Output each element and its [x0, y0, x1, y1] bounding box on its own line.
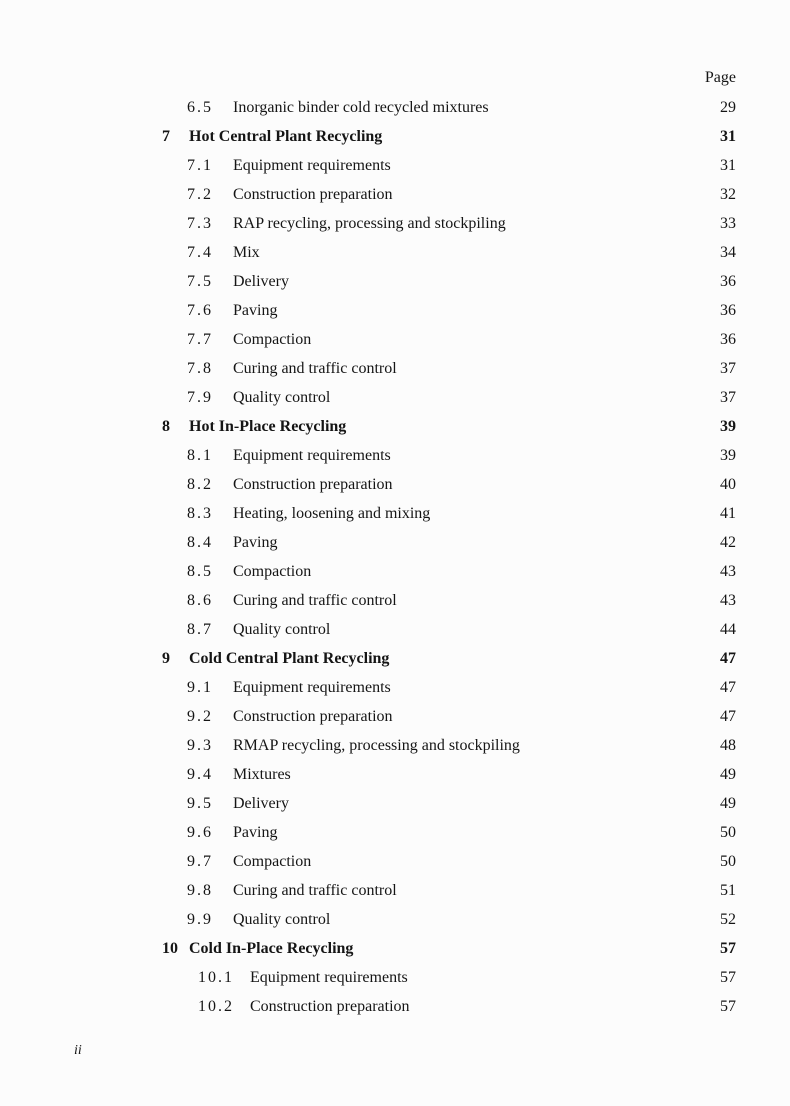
toc-entry-title: Curing and traffic control [233, 592, 397, 609]
toc-entry-number: 9.7 [187, 853, 213, 870]
toc-entry-title: RMAP recycling, processing and stockpiling [233, 737, 520, 754]
toc-entry-number: 8.1 [187, 447, 213, 464]
toc-section-entry[interactable] [0, 296, 790, 325]
toc-entry-page-number: 57 [720, 998, 736, 1015]
toc-entry-page-number: 50 [720, 824, 736, 841]
toc-entry-number: 7.9 [187, 389, 213, 406]
toc-entry-title: Hot Central Plant Recycling [189, 128, 383, 145]
toc-section-entry[interactable] [0, 354, 790, 383]
toc-entry-title: Compaction [233, 563, 312, 580]
toc-entry-number: 7.6 [187, 302, 213, 319]
toc-entry-number: 7.5 [187, 273, 213, 290]
toc-section-entry[interactable] [0, 499, 790, 528]
toc-entry-page-number: 40 [720, 476, 736, 493]
toc-entry-number: 8.7 [187, 621, 213, 638]
toc-section-entry[interactable] [0, 731, 790, 760]
toc-entry-title: Equipment requirements [233, 679, 391, 696]
toc-section-entry[interactable] [0, 528, 790, 557]
toc-entry-title: Mix [233, 244, 260, 261]
toc-entry-page-number: 31 [720, 157, 736, 174]
toc-entry-title: Compaction [233, 331, 312, 348]
toc-section-entry[interactable] [0, 470, 790, 499]
toc-entry-title: Construction preparation [233, 708, 393, 725]
toc-entry-number: 8 [162, 418, 170, 435]
toc-entry-page-number: 43 [720, 563, 736, 580]
page-column-header: Page [704, 69, 736, 86]
toc-entry-page-number: 36 [720, 302, 736, 319]
toc-entry-title: Mixtures [233, 766, 291, 783]
toc-entry-number: 8.3 [187, 505, 213, 522]
toc-entry-number: 9.4 [187, 766, 213, 783]
toc-entry-page-number: 43 [720, 592, 736, 609]
toc-section-entry[interactable] [0, 93, 790, 122]
toc-entry-page-number: 47 [720, 650, 736, 667]
toc-entry-page-number: 37 [720, 389, 736, 406]
toc-entry-page-number: 32 [720, 186, 736, 203]
toc-section-entry[interactable] [0, 238, 790, 267]
toc-entry-page-number: 52 [720, 911, 736, 928]
toc-entry-page-number: 42 [720, 534, 736, 551]
toc-entry-number: 10.1 [198, 969, 234, 986]
toc-entry-page-number: 37 [720, 360, 736, 377]
toc-section-entry[interactable] [0, 586, 790, 615]
toc-entry-title: RAP recycling, processing and stockpiling [233, 215, 506, 232]
toc-entry-number: 8.4 [187, 534, 213, 551]
toc-entry-number: 9.1 [187, 679, 213, 696]
toc-entry-title: Hot In-Place Recycling [189, 418, 347, 435]
toc-section-entry[interactable] [0, 992, 790, 1021]
toc-entry-title: Delivery [233, 795, 289, 812]
toc-chapter-entry[interactable] [0, 644, 790, 673]
toc-entry-number: 7.7 [187, 331, 213, 348]
toc-entry-title: Equipment requirements [233, 157, 391, 174]
toc-section-entry[interactable] [0, 151, 790, 180]
toc-entry-page-number: 39 [720, 447, 736, 464]
toc-entry-page-number: 36 [720, 273, 736, 290]
toc-entry-title: Quality control [233, 389, 331, 406]
toc-entry-title: Cold In-Place Recycling [189, 940, 354, 957]
toc-entry-page-number: 34 [720, 244, 736, 261]
table-of-contents [0, 93, 790, 1021]
page-number-footer: ii [74, 1043, 82, 1058]
toc-entry-number: 9.6 [187, 824, 213, 841]
toc-entry-title: Delivery [233, 273, 289, 290]
toc-entry-number: 6.5 [187, 99, 213, 116]
toc-section-entry[interactable] [0, 441, 790, 470]
toc-chapter-entry[interactable] [0, 412, 790, 441]
toc-entry-title: Curing and traffic control [233, 360, 397, 377]
toc-entry-page-number: 57 [720, 969, 736, 986]
toc-entry-page-number: 48 [720, 737, 736, 754]
toc-entry-number: 9.5 [187, 795, 213, 812]
toc-entry-page-number: 47 [720, 679, 736, 696]
toc-entry-title: Paving [233, 824, 278, 841]
toc-entry-number: 9.9 [187, 911, 213, 928]
toc-section-entry[interactable] [0, 847, 790, 876]
toc-entry-number: 7.3 [187, 215, 213, 232]
toc-chapter-entry[interactable] [0, 122, 790, 151]
toc-entry-page-number: 29 [720, 99, 736, 116]
toc-entry-number: 7 [162, 128, 170, 145]
toc-entry-title: Compaction [233, 853, 312, 870]
toc-entry-title: Construction preparation [233, 186, 393, 203]
toc-section-entry[interactable] [0, 383, 790, 412]
toc-section-entry[interactable] [0, 267, 790, 296]
toc-entry-number: 9.8 [187, 882, 213, 899]
toc-entry-page-number: 36 [720, 331, 736, 348]
toc-section-entry[interactable] [0, 760, 790, 789]
toc-entry-title: Equipment requirements [250, 969, 408, 986]
toc-entry-title: Paving [233, 302, 278, 319]
toc-entry-number: 10 [162, 940, 178, 957]
toc-entry-page-number: 49 [720, 766, 736, 783]
toc-section-entry[interactable] [0, 876, 790, 905]
toc-entry-title: Construction preparation [250, 998, 410, 1015]
toc-entry-page-number: 33 [720, 215, 736, 232]
toc-entry-number: 8.5 [187, 563, 213, 580]
toc-entry-number: 8.6 [187, 592, 213, 609]
toc-entry-number: 10.2 [198, 998, 234, 1015]
toc-section-entry[interactable] [0, 209, 790, 238]
toc-entry-number: 7.8 [187, 360, 213, 377]
toc-section-entry[interactable] [0, 180, 790, 209]
toc-entry-page-number: 31 [720, 128, 736, 145]
toc-section-entry[interactable] [0, 325, 790, 354]
toc-entry-title: Paving [233, 534, 278, 551]
toc-entry-title: Quality control [233, 621, 331, 638]
toc-section-entry[interactable] [0, 905, 790, 934]
toc-entry-title: Inorganic binder cold recycled mixtures [233, 99, 489, 116]
toc-entry-page-number: 51 [720, 882, 736, 899]
toc-section-entry[interactable] [0, 702, 790, 731]
toc-entry-number: 9.2 [187, 708, 213, 725]
toc-entry-number: 8.2 [187, 476, 213, 493]
toc-entry-page-number: 41 [720, 505, 736, 522]
toc-section-entry[interactable] [0, 615, 790, 644]
toc-entry-page-number: 57 [720, 940, 736, 957]
toc-entry-title: Equipment requirements [233, 447, 391, 464]
toc-entry-page-number: 39 [720, 418, 736, 435]
toc-section-entry[interactable] [0, 963, 790, 992]
toc-entry-title: Heating, loosening and mixing [233, 505, 431, 522]
toc-chapter-entry[interactable] [0, 934, 790, 963]
toc-entry-title: Cold Central Plant Recycling [189, 650, 390, 667]
toc-entry-number: 9 [162, 650, 170, 667]
toc-section-entry[interactable] [0, 673, 790, 702]
toc-entry-page-number: 50 [720, 853, 736, 870]
toc-entry-title: Curing and traffic control [233, 882, 397, 899]
toc-entry-number: 9.3 [187, 737, 213, 754]
toc-entry-title: Quality control [233, 911, 331, 928]
toc-entry-page-number: 47 [720, 708, 736, 725]
toc-entry-title: Construction preparation [233, 476, 393, 493]
toc-entry-page-number: 44 [720, 621, 736, 638]
toc-section-entry[interactable] [0, 789, 790, 818]
toc-section-entry[interactable] [0, 818, 790, 847]
toc-entry-number: 7.4 [187, 244, 213, 261]
toc-entry-page-number: 49 [720, 795, 736, 812]
toc-section-entry[interactable] [0, 557, 790, 586]
toc-entry-number: 7.1 [187, 157, 213, 174]
toc-entry-number: 7.2 [187, 186, 213, 203]
